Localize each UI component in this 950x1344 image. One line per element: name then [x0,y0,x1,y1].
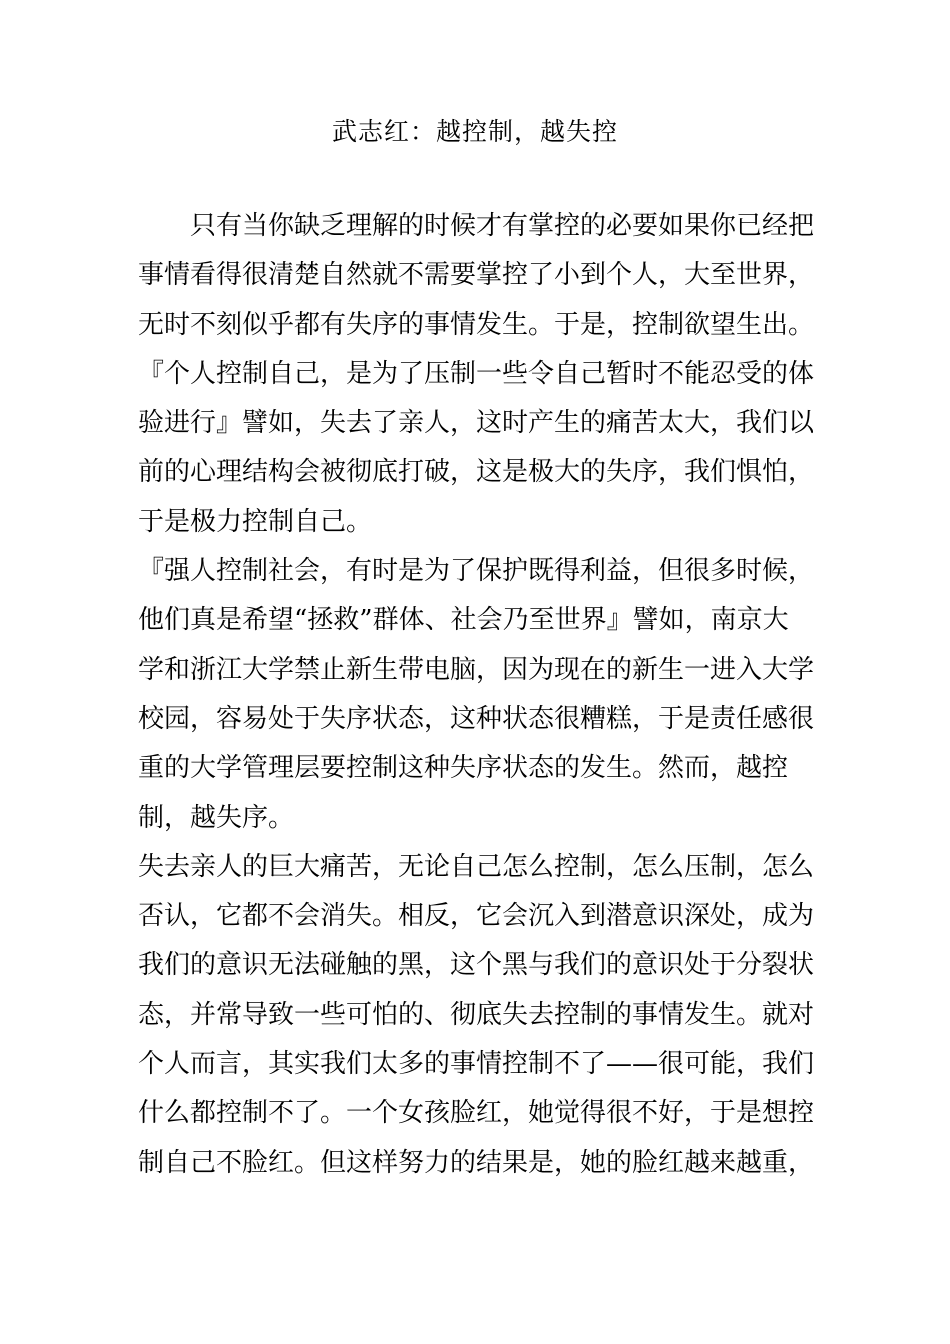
paragraph-1: 只有当你缺乏理解的时候才有掌控的必要如果你已经把事情看得很清楚自然就不需要掌控了小到个人，大至世界，无时不刻似乎都有失序的事情发生。于是，控制欲望生出。 [138,211,815,340]
document-body [138,202,814,1188]
paragraph-2: 『个人控制自己，是为了压制一些令自己暂时不能忍受的体验进行』譬如，失去了亲人，这时产生的痛苦太大，我们以前的心理结构会被彻底打破，这是极大的失序，我们惧怕，于是极力控制自己。 [138,358,815,537]
paragraph-3: 『强人控制社会，有时是为了保护既得利益，但很多时候，他们真是希望“拯救”群体、社会乃至世界』譬如，南京大学和浙江大学禁止新生带电脑，因为现在的新生一进入大学校园，容易处于失序状态，这种状态很糟糕，于是责任感很重的大学管理层要控制这种失序状态的发生。然而，越控制，越失序。 [138,556,815,833]
document-title: 武志红：越控制，越失控 [331,117,618,146]
paragraph-4: 失去亲人的巨大痛苦，无论自己怎么控制，怎么压制，怎么否认，它都不会消失。相反，它会沉入到潜意识深处，成为我们的意识无法碰触的黑，这个黑与我们的意识处于分裂状态，并常导致一些可怕的、彻底失去控制的事情发生。就对个人而言，其实我们太多的事情控制不了——很可能，我们什么都控制不了。一个女孩脸红，她觉得很不好，于是想控制自己不脸红。但这样努力的结果是，她的脸红越来越重， [138,851,815,1178]
